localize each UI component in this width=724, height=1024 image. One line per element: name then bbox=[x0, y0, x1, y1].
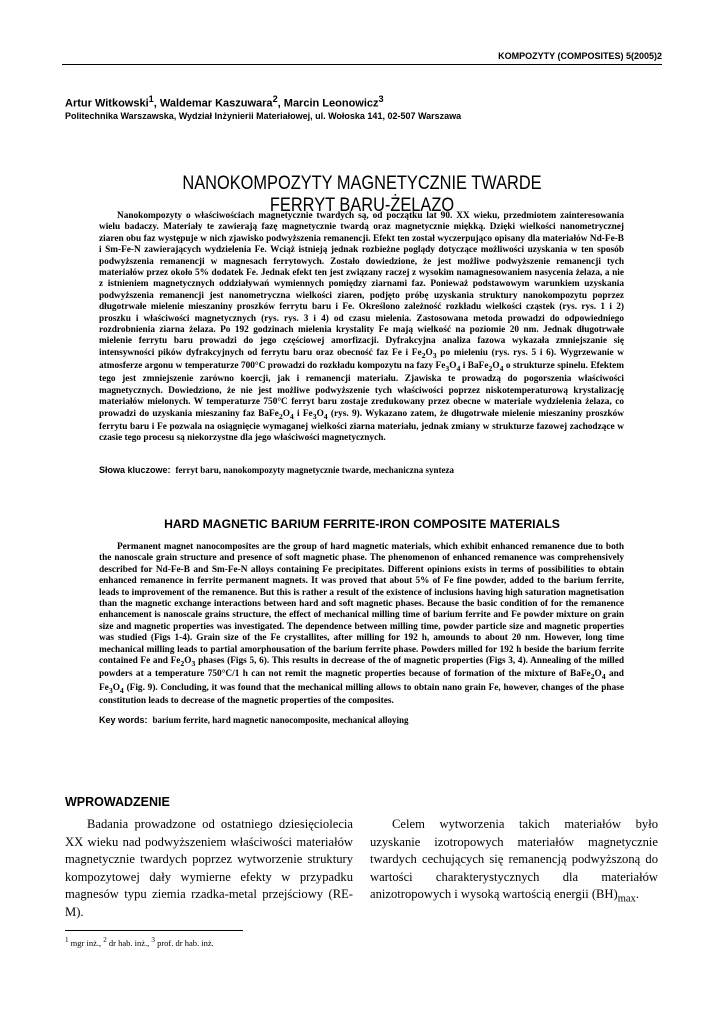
author-name: Waldemar Kaszuwara bbox=[159, 97, 273, 110]
footnote-rule bbox=[65, 930, 243, 931]
keywords-en bbox=[99, 715, 409, 725]
keywords-label: Słowa kluczowe: bbox=[99, 465, 171, 475]
abstract-en: Permanent magnet nanocomposites are the group of hard magnetic materials, which exhibit enhanced remanence due to both the nanoscale grain structure and presence of soft magnetic phase. The phenomenon of enhanced remanence was comprehensively described for Nd-Fe-B and Sm-Fe-N alloys containing Fe precipitates. Different opinions exists in terms of possibilities to obtain enhanced remanence in ferrite permanent magnets. It was proved that about 5% of Fe fine powder, added to the barium ferrite, leads to improvement of the remanence. But this is rather a result of the existence of inclusions having high saturation magnetisation than the magnetic exchange interactions between hard and soft magnetic phases. Because the basic condition of for the remanence enhancement is nanoscale grains structure, the effect of mechanical milling time of barium ferrite and Fe powder mixture on grain size and magnetic properties was investigated. The dependence between milling time, powder particle size and magnetic properties was studied (Figs 1-4). Grain size of the Fe crystallites, after milling for 192 h, amounds to about 20 nm. However, long time mechanical milling leads to partial amorphousation of the barium ferrite phase. Powders milled for 192 h beside the barium ferrite contained Fe and $Fe_2O_3$ phases (Figs 5, 6). This results in decrease of the of magnetic properties (Figs 3, 4). Annealing of the milled powders at a temperature 750°C/1 h can not remit the magnetic properties because of formation of the mixture of $BaFe_2O_4$ and $Fe_3O_4$ (Fig. 9). Concluding, it was found that the mechanical milling allows to obtain nano grain Fe, however, changes of the phase constitution leads to decrease of the magnetic properties of the composites. bbox=[99, 542, 624, 706]
body-paragraph: Celem wytworzenia takich materiałów było uzyskanie izotropowych materiałów magnetycznie twardych cechujących się remanencją podwyższoną do wartości charakterystycznych dla materiałów anizotropowych i wysoką wartością energii $(BH)_{max}$. bbox=[370, 817, 658, 905]
body-column-left bbox=[65, 816, 353, 922]
affiliation: Politechnika Warszawska, Wydział Inżynierii Materiałowej, ul. Wołoska 141, 02-507 Warszawa bbox=[65, 111, 462, 121]
author-name: Artur Witkowski bbox=[65, 97, 149, 110]
body-column-right bbox=[370, 816, 658, 908]
section-heading: WPROWADZENIE bbox=[65, 795, 170, 809]
title-line: NANOKOMPOZYTY MAGNETYCZNIE TWARDE bbox=[182, 172, 542, 194]
title-line: FERRYT BARU-ŻELAZO bbox=[269, 194, 455, 216]
footnote: $^1$ mgr inż., $^2$ dr hab. inż., $^3$ prof. dr hab. inż. bbox=[65, 936, 214, 948]
paper-title-en: HARD MAGNETIC BARIUM FERRITE-IRON COMPOSITE MATERIALS bbox=[164, 517, 560, 531]
header-rule bbox=[62, 64, 662, 65]
author-list: Artur Witkowski$^1$, Waldemar Kaszuwara$^2$, Marcin Leonowicz$^3$ bbox=[65, 94, 384, 110]
paper-title-pl bbox=[110, 172, 614, 216]
author-name: Marcin Leonowicz bbox=[283, 97, 379, 110]
keywords-label: Key words: bbox=[99, 715, 148, 725]
keywords-text: barium ferrite, hard magnetic nanocomposite, mechanical alloying bbox=[152, 715, 409, 725]
keywords-text: ferryt baru, nanokompozyty magnetycznie twarde, mechaniczna synteza bbox=[175, 465, 455, 475]
abstract-pl: Nanokompozyty o właściwościach magnetycznie twardych są, od początku lat 90. XX wieku, przedmiotem zainteresowania wielu badaczy. Materiały te zawierają fazę magnetycznie twardą oraz magnetycznie miękką. Dzięki wielkości nanometrycznej ziaren obu faz występuje w nich zjawisko podwyższenia remanencji. Efekt ten został wyczerpująco opisany dla materiałów Nd-Fe-B i Sm-Fe-N zawierających wydzielenia Fe. Wciąż istnieją jednak rozbieżne poglądy dotyczące możliwości uzyskania w ten sposób podwyższenia remanencji w magnesach ferrytowych. Zostało dowiedzione, że jest możliwe podwyższenie remanencji tych materiałów przez około 5% dodatek Fe. Jednak efekt ten jest związany raczej z wysokim namagnesowaniem nasycenia żelaza, a nie z istnieniem magnetycznych oddziaływań wymiennych pomiędzy ziarnami faz. Ponieważ podstawowym warunkiem uzyskania podwyższenia remanencji jest nanometryczna wielkości ziaren, podjęto próbę uzyskania struktury nanokompozytu poprzez długotrwałe mielenie mieszaniny proszków ferrytu baru i Fe. Określono zależność rozkładu wielkości cząstek (rys. rys. 1 i 2) proszku i właściwości magnetycznych (rys. rys. 3 i 4) od czasu mielenia. Zastosowana metoda prowadzi do odpowiedniego rozdrobnienia ziarna żelaza. Po 192 godzinach mielenia krystality Fe mają wielkość na poziomie 20 nm. Jednak długotrwałe mielenie ferrytu baru prowadzi do jego częściowej amorfizacji. Dyfrakcyjna analiza fazowa wykazała zmniejszanie się intensywności pików dyfrakcyjnych od ferrytu baru oraz obecność faz Fe i $Fe_2O_3$ po mieleniu (rys. rys. 5 i 6). Wygrzewanie w atmosferze argonu w temperaturze 700°C prowadzi do rozkładu kompozytu na fazy $Fe_3O_4$ i $BaFe_2O_4$ o strukturze spinelu. Efektem tego jest zmniejszenie zarówno koercji, jak i remanencji materiału. Zjawiska te prowadzą do pogorszenia właściwości magnetycznych. Dowiedziono, że nie jest możliwe podwyższenie tych właściwości poprzez niskotemperaturową krystalizację materiałów mielonych. W temperaturze 750°C ferryt baru zostaje zredukowany przez obecne w materiale wydzielenia żelaza, co prowadzi do uzyskania mieszaniny faz $BaFe_2O_4$ i $Fe_3O_4$ (rys. 9). Wykazano zatem, że długotrwałe mielenie mieszaniny proszków ferrytu baru i Fe pozwala na osiągnięcie wymaganej wielkości ziarna materiału, jednak zmiany w strukturze fazowej zachodzące w czasie tego procesu są niekorzystne dla jego właściwości magnetycznych. bbox=[99, 211, 625, 444]
author-affil-mark: 3 bbox=[378, 94, 384, 104]
author-affil-mark: 2 bbox=[272, 94, 278, 104]
journal-header: KOMPOZYTY (COMPOSITES) 5(2005)2 bbox=[498, 51, 662, 61]
author-affil-mark: 1 bbox=[148, 94, 154, 104]
keywords-pl bbox=[99, 465, 454, 475]
body-paragraph: Badania prowadzone od ostatniego dziesięciolecia XX wieku nad podwyższeniem właściwości materiałów magnetycznie twardych poprzez wytworzenie struktury kompozytowej dały wymierne efekty w przypadku magnesów typu ziemia rzadka-metal przejściowy (RE-M). bbox=[65, 817, 353, 919]
